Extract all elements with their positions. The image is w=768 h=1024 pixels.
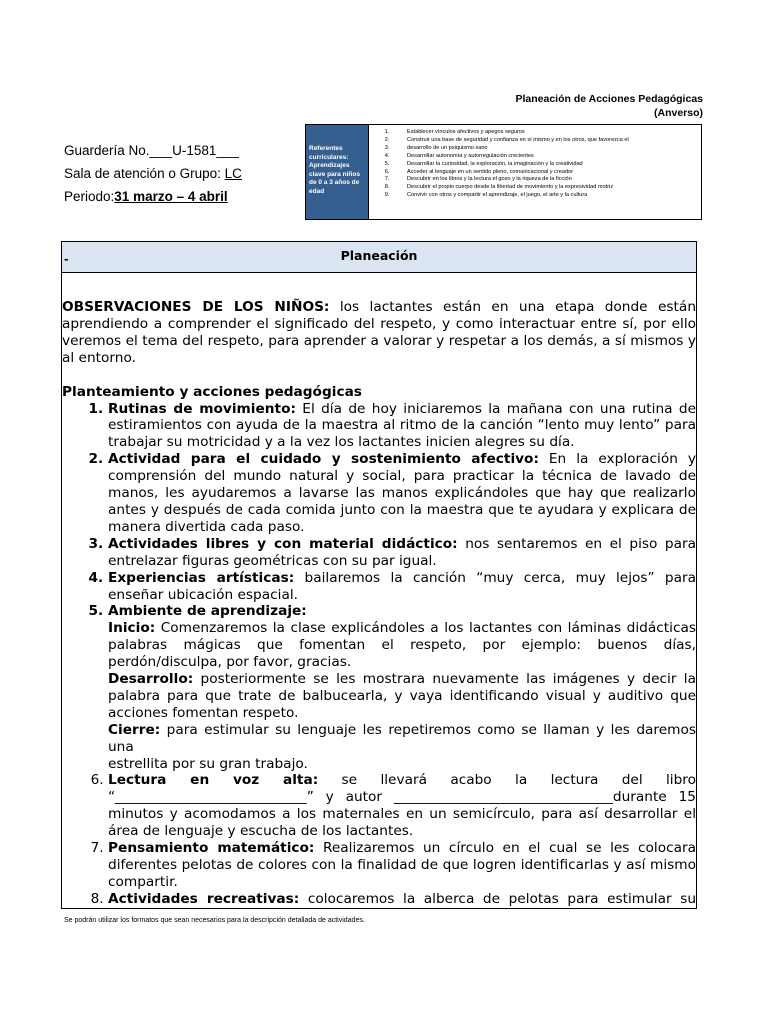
referente-item: 4. Desarrollar autonomía y autorregulación crecientes (391, 153, 701, 161)
inicio-label: Inicio: (108, 620, 156, 637)
document-title (515, 92, 703, 120)
activity-label: Ambiente de aprendizaje: (108, 603, 307, 620)
cierre-label: Cierre: (108, 721, 161, 738)
document-title-line2: (Anverso) (653, 107, 703, 119)
section-heading: Planteamiento y acciones pedagógicas (62, 383, 362, 400)
planeacion-marker: - (64, 253, 69, 266)
sala-label: Sala de atención o Grupo: (64, 166, 225, 181)
group-info (64, 139, 242, 208)
activity-text: colocaremos la alberca de pelotas para estimular su (307, 890, 697, 907)
referente-item: 9. Convivir con otros y compartir el aprendizaje, el juego, el arte y la cultura (391, 192, 701, 200)
referente-item: 6. Acceder al lenguaje en un sentido pleno, comunicacional y creador (391, 169, 701, 177)
periodo-value: 31 marzo – 4 abril (114, 189, 228, 204)
referente-item: 2. Construir una base de seguridad y confianza en sí mismo y en los otros, que favorezca el (391, 137, 701, 145)
activity-text: En la exploración y comprensión del mundo natural y social, para practicar la técnica de lavado de manos, les ayudaremos a lavarse las manos explicándoles que hay que realizarlo antes y después de cada comida junto con la maestra que te ayudara y explicara de manera divertida cada paso. (108, 451, 696, 535)
observaciones-text: los lactantes están en una etapa donde están aprendiendo a comprender el significado del respeto, y como interactuar entre sí, por ello veremos el tema del respeto, para aprender a valorar y respetar a los demás, a sí mismos y al entorno. (62, 299, 696, 366)
referente-item: 7. Descubrir en los libros y la lectura el gozo y la riqueza de la ficción (391, 176, 701, 184)
planeacion-header (62, 242, 696, 273)
activity-label: Pensamiento matemático: (108, 840, 315, 857)
referentes-label: Referentes curriculares: Aprendizajes clave para niños de 0 a 3 años de edad (306, 125, 368, 219)
activity-text: bailaremos la canción “muy cerca, muy lejos” para enseñar ubicación espacial. (108, 569, 696, 603)
activity-item (108, 772, 696, 840)
activity-label: Lectura en voz alta: (108, 772, 319, 789)
activity-item (108, 451, 696, 536)
sala-value: LC (224, 166, 242, 181)
activity-label: Actividades recreativas: (108, 890, 300, 907)
periodo-row (64, 185, 242, 208)
observaciones-label: OBSERVACIONES DE LOS NIÑOS: (62, 299, 330, 315)
activity-label: Actividades libres y con material didáctico: (108, 535, 458, 552)
activity-text: Realizaremos un círculo en el cual se les colocara diferentes pelotas de colores con la finalidad de que logren identificarlas y así mismo compartir. (108, 840, 696, 890)
planeacion-section (61, 241, 697, 909)
activity-text: se llevará acabo la lectura del libro “____________________________” y autor ________________________________durante 15 minutos y acomodamos a los maternales en un semicírculo, para así desarrollar el área de lenguaje y escucha de los lactantes. (108, 772, 696, 840)
footer-note: Se podrán utilizar los formatos que sean necesarios para la descripción detallada de actividades. (64, 917, 365, 924)
document-title-line1: Planeación de Acciones Pedagógicas (515, 93, 703, 105)
referentes-box (305, 124, 702, 220)
periodo-label: Periodo: (64, 189, 115, 204)
cierre-text: para estimular su lenguaje les repetiremos como se llaman y les daremos una (108, 721, 696, 755)
activity-item (108, 840, 696, 891)
planeacion-title: Planeación (340, 248, 418, 263)
observaciones-paragraph (62, 299, 696, 367)
referente-item: 1. Establecer vínculos afectivos y apegos seguros (391, 129, 701, 137)
activities-list (62, 401, 696, 909)
activity-item (108, 536, 696, 570)
activity-text: El día de hoy iniciaremos la mañana con una rutina de estiramientos con ayuda de la maestra al ritmo de la canción “lento muy lento” para trabajar su motricidad y a la vez los lactantes inicien alegres su día. (108, 400, 696, 451)
activity-item (108, 401, 696, 452)
guarderia-row (64, 139, 242, 162)
referente-item: 3. desarrollo de un psiquismo sano (391, 145, 701, 153)
guarderia-value: ___U-1581___ (149, 143, 239, 158)
referente-item: 8. Descubrir el propio cuerpo desde la libertad de movimiento y la expresividad motriz (391, 184, 701, 192)
planeacion-body (62, 273, 696, 909)
inicio-text: Comenzaremos la clase explicándoles a los lactantes con láminas didácticas palabras mágicas que fomentan el respeto, por ejemplo: buenos días, perdón/disculpa, por favor, gracias. (108, 620, 696, 671)
referente-item: 5. Desarrollar la curiosidad, la exploración, la imaginación y la creatividad (391, 161, 701, 169)
cierre-text-continued: estrellita por su gran trabajo. (108, 755, 308, 772)
guarderia-label: Guardería No. (64, 143, 150, 158)
activity-text: nos sentaremos en el piso para entrelazar figuras geométricas con su par igual. (108, 535, 696, 569)
activity-label: Actividad para el cuidado y sostenimiento afectivo: (108, 451, 539, 468)
sala-row (64, 162, 242, 185)
desarrollo-text: posteriormente se les mostrara nuevamente las imágenes y decir la palabra para que trate de balbucearla, y vaya identificando visual y auditivo que acciones fomentan respeto. (108, 671, 696, 721)
activity-label: Experiencias artísticas: (108, 569, 295, 586)
activity-item (108, 891, 696, 909)
activity-item (108, 570, 696, 604)
activity-item (108, 603, 696, 772)
activity-label: Rutinas de movimiento: (108, 400, 296, 417)
referentes-list (368, 125, 701, 219)
desarrollo-label: Desarrollo: (108, 671, 194, 688)
